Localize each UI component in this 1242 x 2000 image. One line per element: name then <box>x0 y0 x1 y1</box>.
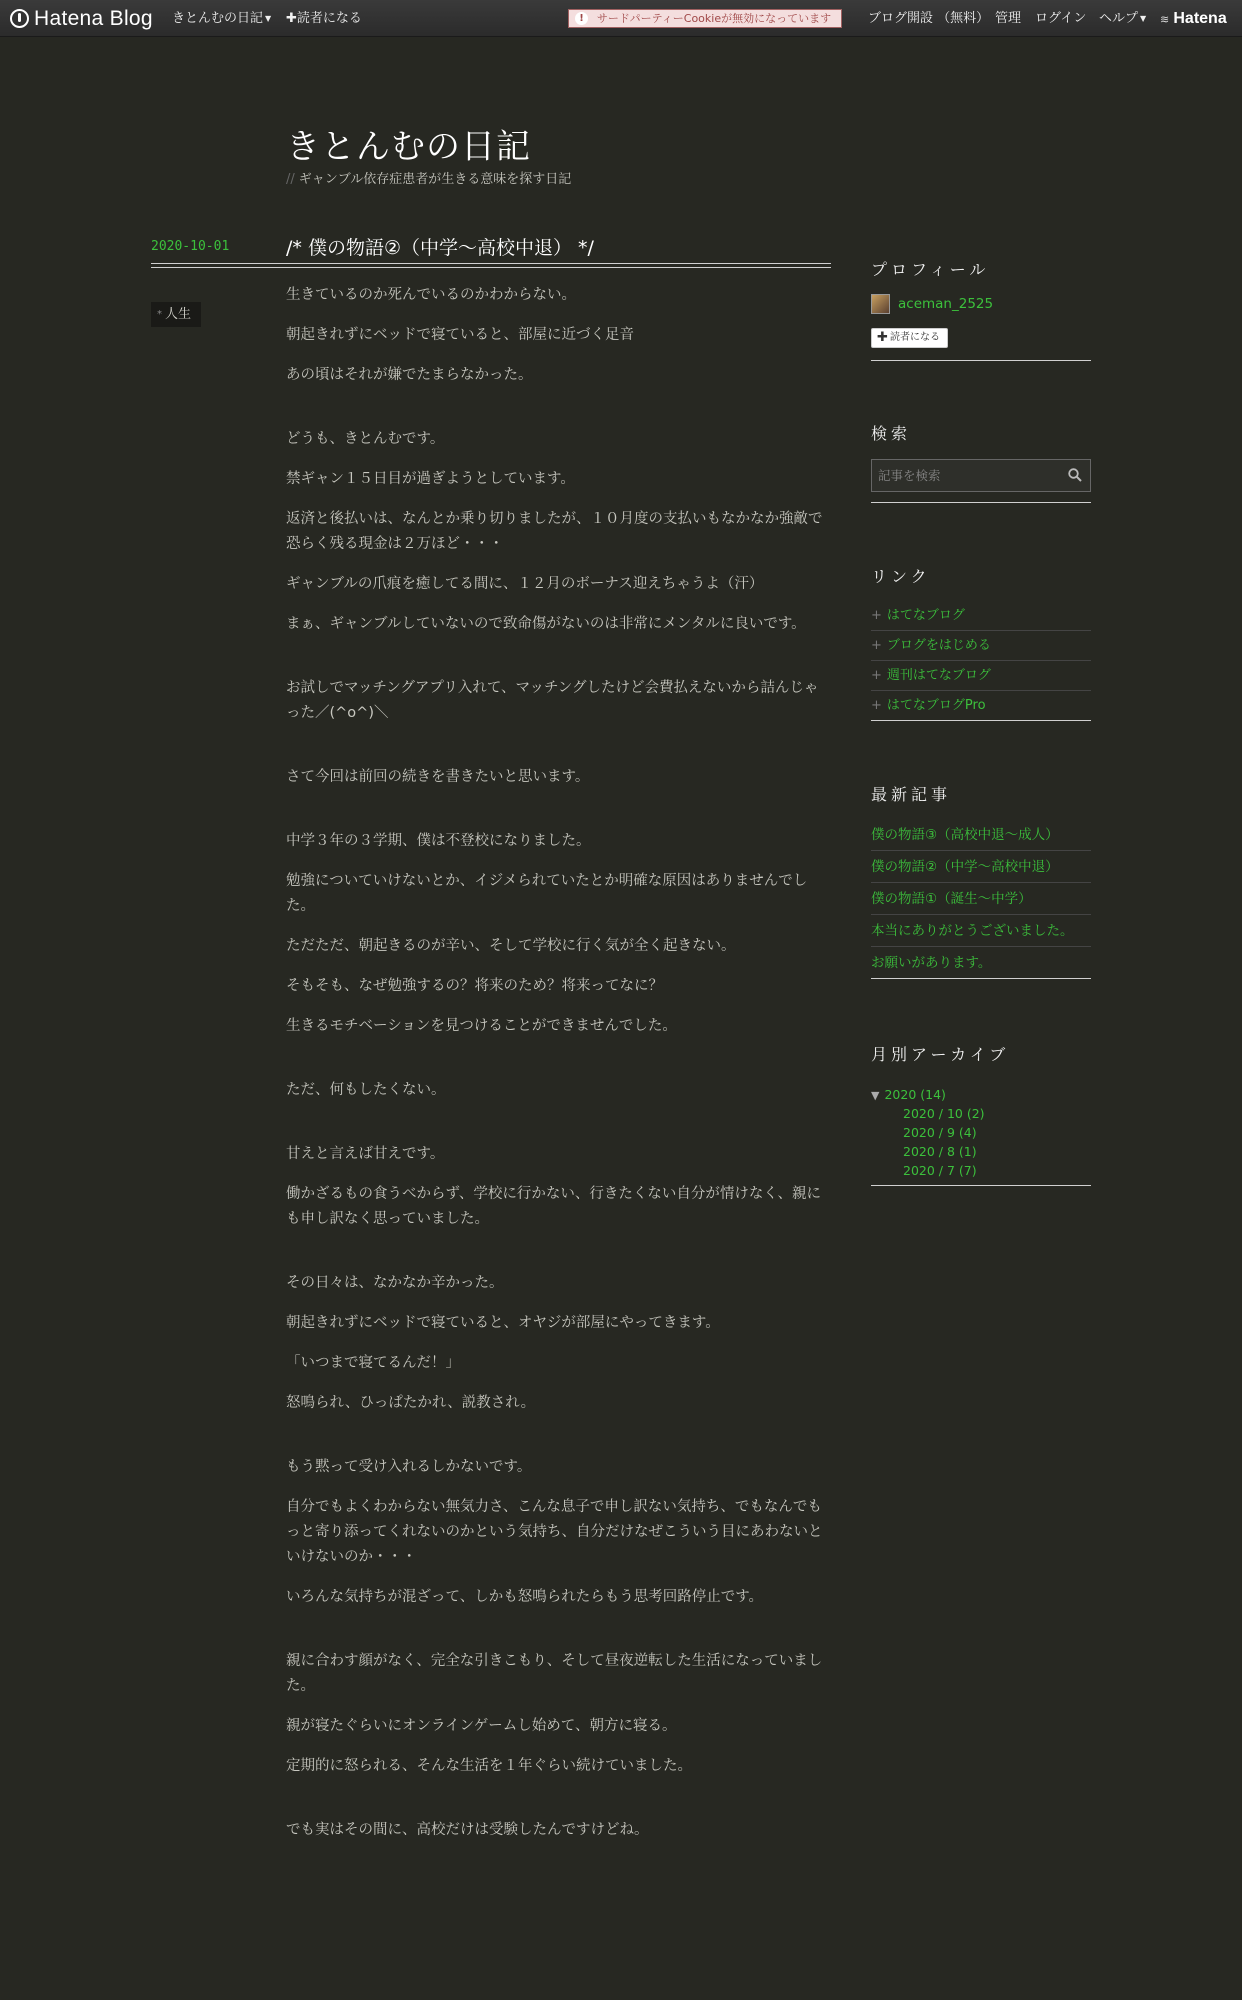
profile-heading: プロフィール <box>871 260 990 279</box>
entry-paragraph: ただただ、朝起きるのが辛い、そして学校に行く気が全く起きない。 <box>286 938 736 954</box>
entry-paragraph: 怒鳴られ、ひっぱたかれ、説教され。 <box>286 1395 536 1411</box>
entry-paragraph: 禁ギャン１５日目が過ぎようとしています。 <box>286 471 575 487</box>
entry-paragraph: 定期的に怒られる、そんな生活を１年ぐらい続けていました。 <box>286 1758 692 1774</box>
triangle-down-icon: ▼ <box>871 1089 880 1102</box>
recent-entries-heading: 最新記事 <box>871 785 952 804</box>
entry-paragraph: いろんな気持ちが混ざって、しかも怒鳴られたらもう思考回路停止です。 <box>286 1589 764 1605</box>
archive-year-toggle[interactable]: ▼ 2020 (14) <box>871 1087 946 1102</box>
caret-down-icon: ▼ <box>1140 14 1147 23</box>
entry-content <box>286 283 832 1858</box>
entry-paragraph: もう黙って受け入れるしかないです。 <box>286 1459 532 1475</box>
category-mark-icon: * <box>157 309 162 320</box>
entry-paragraph: あの頃はそれが嫌でたまらなかった。 <box>286 367 533 383</box>
link-item-hatena-blog[interactable]: + はてなブログ <box>871 601 1091 631</box>
hatena-logo-icon <box>10 9 29 28</box>
admin-link[interactable]: 管理 <box>995 11 1022 26</box>
search-icon[interactable] <box>1068 468 1082 482</box>
subscribe-button[interactable]: ✚ 読者になる <box>871 328 948 348</box>
entry-paragraph: 自分でもよくわからない無気力さ、こんな息子で申し訳ない気持ち、でもなんでもっと寄り添ってくれないのかという気持ち、自分だけなぜこういう目にあわないといけないのか・・・ <box>286 1499 823 1565</box>
search-input[interactable] <box>872 460 1052 491</box>
profile-divider <box>871 360 1091 361</box>
entry-paragraph: 中学３年の３学期、僕は不登校になりました。 <box>286 833 591 849</box>
archive-divider <box>871 1185 1091 1186</box>
entry-title[interactable]: /* 僕の物語②（中学～高校中退） */ <box>286 237 594 259</box>
entry-paragraph: 働かざるもの食うべからず、学校に行かない、行きたくない自分が情けなく、親にも申し訳なく思っていました。 <box>286 1186 822 1227</box>
entry-paragraph: 「いつまで寝てるんだ！」 <box>286 1355 460 1371</box>
entry-paragraph: 生きているのか死んでいるのかわからない。 <box>286 287 576 303</box>
plus-icon: + <box>871 668 882 683</box>
hatena-blog-logo[interactable]: Hatena Blog <box>10 0 153 37</box>
entry-paragraph: 甘えと言えば甘えです。 <box>286 1146 445 1162</box>
plus-icon: ✚ <box>286 11 297 26</box>
entry-title-divider <box>151 263 831 268</box>
entry-paragraph: 親に合わす顔がなく、完全な引きこもり、そして昼夜逆転した生活になっていました。 <box>286 1653 823 1694</box>
entry-paragraph: 朝起きれずにベッドで寝ていると、オヤジが部屋にやってきます。 <box>286 1315 720 1331</box>
global-header <box>0 0 1242 37</box>
entry-paragraph: でも実はその間に、高校だけは受験したんですけどね。 <box>286 1822 649 1838</box>
search-divider <box>871 502 1091 503</box>
archive-month-link[interactable]: 2020 / 9 (4) <box>903 1125 977 1140</box>
open-blog-link[interactable]: ブログ開設 （無料） <box>868 11 990 26</box>
help-dropdown[interactable]: ヘルプ ▼ <box>1099 11 1147 26</box>
recent-entry-link[interactable]: 僕の物語②（中学～高校中退） <box>871 851 1091 883</box>
search-heading: 検索 <box>871 424 912 443</box>
search-box <box>871 459 1091 492</box>
entry-paragraph: ギャンブルの爪痕を癒してる間に、１２月のボーナス迎えちゃうよ（汗） <box>286 576 764 592</box>
entry-paragraph: ただ、何もしたくない。 <box>286 1082 446 1098</box>
archive-heading: 月別アーカイブ <box>871 1045 1010 1064</box>
recent-entry-link[interactable]: 僕の物語③（高校中退～成人） <box>871 819 1091 851</box>
blog-title[interactable]: きとんむの日記 <box>286 127 531 167</box>
entry-paragraph: 生きるモチベーションを見つけることができませんでした。 <box>286 1018 677 1034</box>
link-item-start-blog[interactable]: + ブログをはじめる <box>871 631 1091 661</box>
profile-username[interactable]: aceman_2525 <box>898 296 994 312</box>
archive-month-link[interactable]: 2020 / 8 (1) <box>903 1144 977 1159</box>
archive-month-link[interactable]: 2020 / 7 (7) <box>903 1163 977 1178</box>
entry-paragraph: まぁ、ギャンブルしていないので致命傷がないのは非常にメンタルに良いです。 <box>286 616 806 632</box>
cookie-warning-banner[interactable]: ! サードパーティーCookieが無効になっています <box>568 9 842 28</box>
entry-paragraph: その日々は、なかなか辛かった。 <box>286 1275 504 1291</box>
entry-paragraph: そもそも、なぜ勉強するの？将来のため？将来ってなに？ <box>286 978 663 994</box>
link-item-weekly-hatena-blog[interactable]: + 週刊はてなブログ <box>871 661 1091 691</box>
entry-paragraph: 勉強についていけないとか、イジメられていたとか明確な原因はありませんでした。 <box>286 873 808 914</box>
header-subscribe-button[interactable]: ✚読者になる <box>286 11 362 26</box>
entry-paragraph: 返済と後払いは、なんとか乗り切りましたが、１０月度の支払いもなかなか強敵で恐らく残る現金は２万ほど・・・ <box>286 511 823 552</box>
entry-paragraph: 朝起きれずにベッドで寝ていると、部屋に近づく足音 <box>286 327 634 343</box>
links-heading: リンク <box>871 567 931 586</box>
entry-date[interactable]: 2020-10-01 <box>151 239 230 254</box>
entry-paragraph: どうも、きとんむです。 <box>286 431 445 447</box>
plus-icon: + <box>871 608 882 623</box>
plus-icon: + <box>871 698 882 713</box>
blog-menu-dropdown[interactable]: きとんむの日記 ▼ <box>172 11 272 26</box>
recent-entry-link[interactable]: 僕の物語①（誕生～中学） <box>871 883 1091 915</box>
entry-paragraph: お試しでマッチングアプリ入れて、マッチングしたけど会費払えないから詰んじゃった／(^o^)＼ <box>286 680 819 721</box>
caret-down-icon: ▼ <box>265 14 272 23</box>
entry-paragraph: さて今回は前回の続きを書きたいと思います。 <box>286 769 590 785</box>
warning-icon: ! <box>575 12 588 25</box>
blog-description: // ギャンブル依存症患者が生きる意味を探す日記 <box>286 172 572 187</box>
login-link[interactable]: ログイン <box>1035 11 1087 26</box>
archive-month-link[interactable]: 2020 / 10 (2) <box>903 1106 985 1121</box>
recent-entry-link[interactable]: お願いがあります。 <box>871 947 1091 979</box>
entry-category-tag[interactable]: * 人生 <box>151 302 201 327</box>
entry-paragraph: 親が寝たぐらいにオンラインゲームし始めて、朝方に寝る。 <box>286 1718 677 1734</box>
link-item-hatena-blog-pro[interactable]: + はてなブログPro <box>871 691 1091 721</box>
recent-entry-link[interactable]: 本当にありがとうございました。 <box>871 915 1091 947</box>
avatar[interactable] <box>871 294 890 314</box>
hatena-brand-link[interactable]: ≋ Hatena <box>1160 10 1227 27</box>
plus-icon: ✚ <box>877 330 888 345</box>
plus-icon: + <box>871 638 882 653</box>
hatena-bird-icon: ≋ <box>1160 13 1170 26</box>
